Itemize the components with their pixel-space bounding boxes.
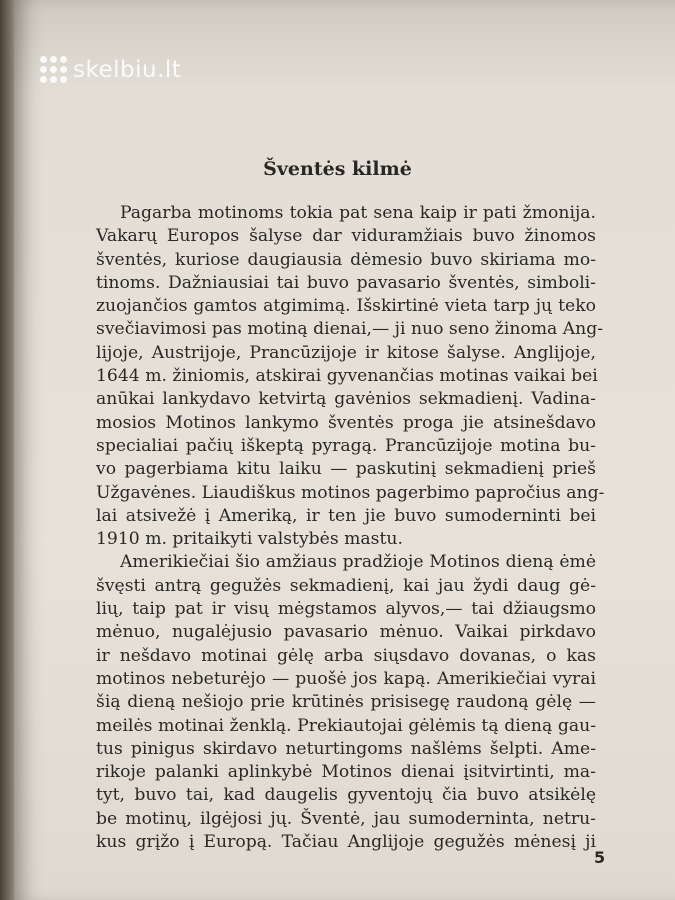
text-line: tinoms. Dažniausiai tai buvo pavasario šventės, simboli- — [96, 272, 596, 293]
text-line: mosios Motinos lankymo šventės proga jie atsinešdavo — [96, 412, 596, 433]
text-line: švęsti antrą gegužės sekmadienį, kai jau žydi daug gė- — [96, 575, 596, 596]
text-line: lai atsivežė į Ameriką, ir ten jie buvo sumoderninti bei — [96, 505, 596, 526]
watermark-text: skelbiu.lt — [73, 56, 182, 83]
text-line: kus grįžo į Europą. Tačiau Anglijoje gegužės mėnesį ji — [96, 832, 596, 853]
text-line: Užgavėnes. Liaudiškus motinos pagerbimo papročius ang- — [96, 482, 605, 503]
text-line: specialiai pačių iškeptą pyragą. Prancūzijoje motina bu- — [96, 435, 596, 456]
text-line: šventės, kuriose daugiausia dėmesio buvo skiriama mo- — [96, 249, 596, 270]
text-line: šią dieną nešiojo prie krūtinės prisisegę raudoną gėlę — — [96, 692, 596, 713]
text-line: Pagarba motinoms tokia pat sena kaip ir pati žmonija. — [120, 203, 596, 223]
paragraph-2 — [96, 551, 596, 854]
text-line: svečiavimosi pas motiną dienai,— ji nuo seno žinoma Ang- — [96, 319, 604, 340]
text-line: lių, taip pat ir visų mėgstamos alyvos,— tai džiaugsmo — [96, 599, 596, 620]
text-line: mėnuo, nugalėjusio pavasario mėnuo. Vaikai pirkdavo — [96, 622, 596, 643]
text-line: tus pinigus skirdavo neturtingoms našlėms šelpti. Ame- — [96, 738, 596, 759]
text-line: anūkai lankydavo ketvirtą gavėnios sekmadienį. Vadina- — [96, 389, 596, 410]
watermark — [40, 56, 181, 83]
text-line: rikoje palanki aplinkybė Motinos dienai įsitvirtinti, ma- — [96, 762, 596, 783]
paragraph-1 — [96, 202, 605, 551]
body-text — [96, 202, 605, 854]
text-line: 1644 m. žiniomis, atskirai gyvenančias motinas vaikai bei — [96, 366, 598, 387]
text-line: 1910 m. pritaikyti valstybės mastu. — [96, 529, 403, 550]
text-line: tyt, buvo tai, kad daugelis gyventojų čia buvo atsikėlę — [96, 785, 596, 806]
text-line: Vakarų Europos šalyse dar viduramžiais buvo žinomos — [96, 226, 596, 247]
page-number: 5 — [594, 848, 606, 867]
text-line: Amerikiečiai šio amžiaus pradžioje Motinos dieną ėmė — [120, 552, 596, 573]
page-title: Šventės kilmė — [263, 158, 412, 180]
text-line: motinos nebeturėjo — puošė jos kapą. Amerikiečiai vyrai — [96, 668, 596, 689]
dot-grid-icon — [40, 56, 67, 83]
text-line: be motinų, ilgėjosi jų. Šventė, jau sumoderninta, netru- — [96, 808, 596, 829]
text-line: lijoje, Austrijoje, Prancūzijoje ir kitose šalyse. Anglijoje, — [96, 342, 596, 363]
text-line: zuojančios gamtos atgimimą. Išskirtinė vieta tarp jų teko — [96, 296, 596, 317]
text-line: meilės motinai ženklą. Prekiautojai gėlėmis tą dieną gau- — [96, 715, 596, 736]
text-line: ir nešdavo motinai gėlę arba siųsdavo dovanas, o kas — [96, 645, 596, 666]
text-line: vo pagerbiama kitu laiku — paskutinį sekmadienį prieš — [96, 459, 596, 480]
